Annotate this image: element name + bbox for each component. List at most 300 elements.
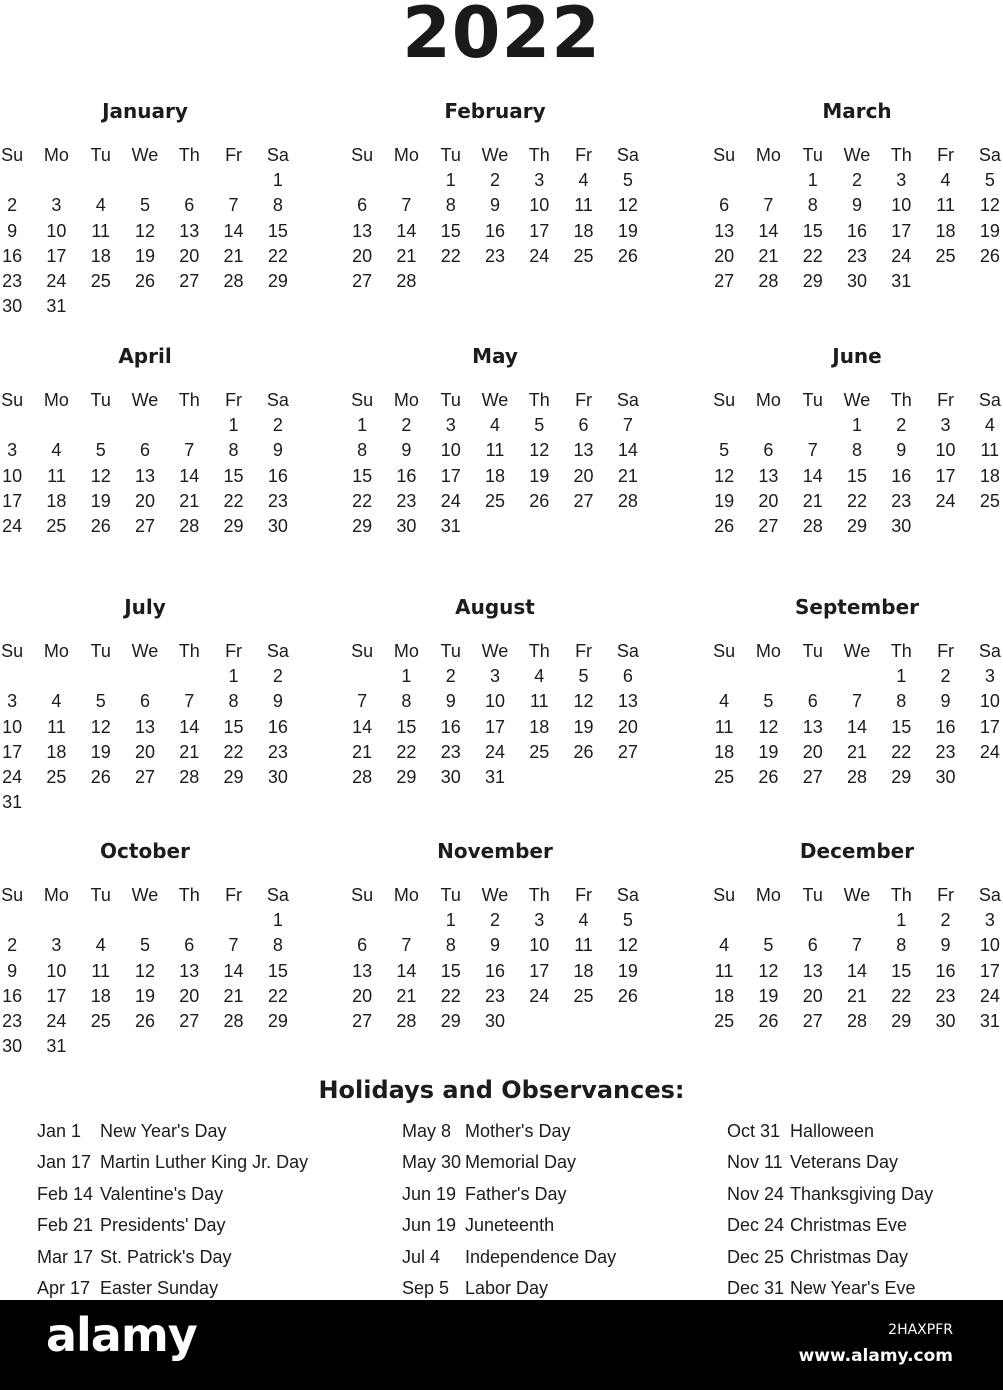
- day-cell: 1: [228, 415, 239, 436]
- weekday-label: Su: [713, 390, 736, 410]
- empty-cell: [79, 664, 123, 689]
- month-february: [340, 96, 650, 294]
- day-cell: 25: [90, 270, 111, 291]
- month-name: January: [102, 99, 188, 123]
- day-cell: 20: [714, 245, 735, 266]
- day-cell: 9: [489, 195, 500, 216]
- holiday-date: Jan 1: [37, 1121, 82, 1141]
- day-cell: 14: [352, 716, 373, 737]
- day-cell: 17: [979, 716, 1000, 737]
- day-cell: 5: [763, 935, 774, 956]
- day-cell: 20: [573, 465, 594, 486]
- empty-cell: [0, 664, 34, 689]
- day-cell: 17: [2, 490, 23, 511]
- day-cell: 29: [352, 515, 373, 536]
- day-cell: 12: [758, 716, 779, 737]
- day-cell: 6: [357, 195, 368, 216]
- day-cell: 10: [979, 935, 1000, 956]
- month-october: [0, 836, 300, 1059]
- day-cell: 8: [445, 935, 456, 956]
- day-cell: 6: [622, 666, 633, 687]
- day-cell: 1: [807, 170, 818, 191]
- holiday-name: Christmas Eve: [790, 1215, 908, 1236]
- weekday-label: Sa: [978, 641, 1001, 661]
- holiday-name: Veterans Day: [790, 1152, 899, 1173]
- day-cell: 13: [802, 960, 823, 981]
- day-cell: 8: [807, 195, 818, 216]
- day-cell: 11: [47, 465, 66, 486]
- month-grid: [0, 639, 300, 815]
- weekday-label: Fr: [225, 145, 243, 165]
- day-cell: 7: [763, 195, 774, 216]
- day-cell: 2: [445, 666, 456, 687]
- weekday-label: Th: [890, 641, 912, 661]
- day-cell: 2: [272, 666, 283, 687]
- month-grid: [702, 639, 1003, 790]
- weekday-label: Tu: [802, 885, 823, 905]
- day-cell: 10: [46, 960, 67, 981]
- day-cell: 5: [984, 170, 995, 191]
- day-cell: 17: [2, 741, 23, 762]
- day-cell: 17: [935, 465, 956, 486]
- day-cell: 3: [7, 691, 18, 712]
- weekday-label: Th: [528, 641, 550, 661]
- day-cell: 5: [719, 440, 730, 461]
- day-cell: 27: [179, 270, 200, 291]
- weekday-label: Su: [1, 885, 24, 905]
- day-cell: 21: [223, 245, 244, 266]
- month-grid: [702, 883, 1003, 1034]
- day-cell: 16: [440, 716, 461, 737]
- holidays-title: Holidays and Observances:: [318, 1076, 685, 1104]
- day-cell: 24: [979, 741, 1000, 762]
- day-cell: 31: [46, 1036, 67, 1057]
- day-cell: 3: [984, 666, 995, 687]
- day-cell: 2: [896, 415, 907, 436]
- day-cell: 28: [179, 515, 200, 536]
- holiday-date: May 8: [402, 1121, 452, 1141]
- weekday-label: Su: [351, 885, 374, 905]
- day-cell: 30: [396, 515, 417, 536]
- holiday-date: Feb 14: [37, 1183, 94, 1204]
- day-cell: 23: [2, 270, 23, 291]
- day-cell: 10: [935, 440, 956, 461]
- day-cell: 30: [267, 766, 288, 787]
- day-cell: 15: [440, 960, 461, 981]
- day-cell: 22: [891, 985, 912, 1006]
- weekday-label: Mo: [755, 885, 781, 905]
- day-cell: 22: [802, 245, 823, 266]
- day-cell: 28: [846, 1010, 867, 1031]
- weekday-label: Th: [528, 390, 550, 410]
- holiday-date: Feb 21: [37, 1215, 94, 1236]
- empty-cell: [746, 664, 790, 689]
- day-cell: 3: [51, 195, 62, 216]
- day-cell: 17: [891, 220, 912, 241]
- day-cell: 18: [46, 490, 67, 511]
- day-cell: 19: [979, 220, 1000, 241]
- day-cell: 22: [440, 985, 461, 1006]
- day-cell: 8: [896, 935, 907, 956]
- month-july: [0, 592, 300, 815]
- day-cell: 26: [529, 490, 550, 511]
- day-cell: 19: [90, 741, 111, 762]
- weekday-label: Fr: [937, 390, 955, 410]
- day-cell: 1: [401, 666, 412, 687]
- holiday-name: Presidents' Day: [100, 1215, 226, 1236]
- empty-cell: [835, 908, 879, 933]
- day-cell: 23: [891, 490, 912, 511]
- day-cell: 25: [573, 245, 594, 266]
- holiday-date: Oct 31: [727, 1121, 781, 1141]
- empty-cell: [211, 908, 255, 933]
- weekday-label: Sa: [978, 145, 1001, 165]
- day-cell: 25: [46, 515, 67, 536]
- day-cell: 24: [529, 245, 550, 266]
- day-cell: 6: [139, 691, 150, 712]
- weekday-label: Mo: [393, 390, 419, 410]
- day-cell: 4: [95, 195, 106, 216]
- holiday-row: [402, 1118, 616, 1149]
- day-cell: 24: [440, 490, 461, 511]
- day-cell: 4: [51, 691, 62, 712]
- day-cell: 9: [272, 440, 283, 461]
- day-cell: 19: [134, 985, 155, 1006]
- weekday-label: Tu: [440, 885, 461, 905]
- day-cell: 19: [617, 220, 638, 241]
- day-cell: 12: [758, 960, 779, 981]
- day-cell: 20: [758, 490, 779, 511]
- weekday-label: Fr: [937, 885, 955, 905]
- empty-cell: [167, 908, 211, 933]
- holiday-row: [37, 1118, 308, 1149]
- empty-cell: [835, 664, 879, 689]
- day-cell: 6: [578, 415, 589, 436]
- day-cell: 24: [529, 985, 550, 1006]
- day-cell: 18: [979, 465, 1000, 486]
- weekday-label: Mo: [393, 145, 419, 165]
- weekday-label: Th: [528, 885, 550, 905]
- holiday-name: New Year's Eve: [790, 1277, 916, 1298]
- weekday-label: Su: [713, 641, 736, 661]
- day-cell: 18: [714, 741, 735, 762]
- day-cell: 30: [846, 270, 867, 291]
- day-cell: 28: [758, 270, 779, 291]
- day-cell: 12: [90, 465, 111, 486]
- day-cell: 21: [396, 245, 417, 266]
- day-cell: 24: [891, 245, 912, 266]
- empty-cell: [167, 664, 211, 689]
- day-cell: 21: [179, 741, 200, 762]
- empty-cell: [123, 168, 167, 193]
- holiday-row: [37, 1244, 308, 1275]
- day-cell: 26: [758, 766, 779, 787]
- day-cell: 19: [617, 960, 638, 981]
- holiday-row: [727, 1181, 933, 1212]
- day-cell: 8: [272, 935, 283, 956]
- day-cell: 7: [622, 415, 633, 436]
- empty-cell: [34, 908, 78, 933]
- weekday-label: Fr: [225, 641, 243, 661]
- day-cell: 12: [617, 195, 638, 216]
- day-cell: 6: [184, 935, 195, 956]
- weekday-label: We: [481, 145, 509, 165]
- day-cell: 6: [184, 195, 195, 216]
- day-cell: 1: [357, 415, 368, 436]
- day-cell: 26: [90, 515, 111, 536]
- day-cell: 6: [807, 935, 818, 956]
- day-cell: 25: [529, 741, 550, 762]
- day-cell: 27: [802, 766, 823, 787]
- day-cell: 16: [846, 220, 867, 241]
- day-cell: 31: [2, 792, 23, 813]
- day-cell: 18: [573, 960, 594, 981]
- holiday-name: Labor Day: [465, 1277, 549, 1298]
- day-cell: 25: [979, 490, 1000, 511]
- day-cell: 12: [979, 195, 1000, 216]
- day-cell: 28: [846, 766, 867, 787]
- day-cell: 1: [851, 415, 862, 436]
- day-cell: 10: [2, 716, 23, 737]
- year-title: 2022: [402, 0, 601, 74]
- holiday-column: [37, 1118, 308, 1306]
- weekday-label: Th: [890, 390, 912, 410]
- day-cell: 12: [134, 220, 155, 241]
- weekday-label: Mo: [755, 145, 781, 165]
- empty-cell: [0, 908, 34, 933]
- day-cell: 8: [228, 440, 239, 461]
- day-cell: 11: [485, 440, 505, 461]
- weekday-label: Fr: [575, 390, 593, 410]
- day-cell: 26: [134, 1010, 155, 1031]
- day-cell: 11: [980, 440, 1000, 461]
- day-cell: 17: [46, 985, 67, 1006]
- day-cell: 16: [396, 465, 417, 486]
- day-cell: 25: [573, 985, 594, 1006]
- weekday-label: Sa: [978, 390, 1001, 410]
- empty-cell: [340, 664, 384, 689]
- weekday-label: We: [481, 641, 509, 661]
- empty-cell: [123, 908, 167, 933]
- day-cell: 21: [352, 741, 373, 762]
- day-cell: 30: [440, 766, 461, 787]
- day-cell: 15: [440, 220, 461, 241]
- holiday-row: [402, 1212, 616, 1243]
- day-cell: 19: [758, 741, 779, 762]
- day-cell: 10: [46, 220, 67, 241]
- day-cell: 8: [896, 691, 907, 712]
- day-cell: 2: [489, 910, 500, 931]
- day-cell: 17: [484, 716, 505, 737]
- empty-cell: [791, 664, 835, 689]
- weekday-label: Mo: [393, 641, 419, 661]
- empty-cell: [746, 908, 790, 933]
- holiday-name: New Year's Day: [100, 1121, 227, 1141]
- day-cell: 1: [445, 910, 456, 931]
- day-cell: 4: [984, 415, 995, 436]
- day-cell: 23: [267, 490, 288, 511]
- day-cell: 8: [445, 195, 456, 216]
- weekday-label: Su: [351, 641, 374, 661]
- day-cell: 25: [714, 1010, 735, 1031]
- day-cell: 2: [851, 170, 862, 191]
- weekday-label: Tu: [90, 641, 111, 661]
- weekday-label: Fr: [575, 885, 593, 905]
- empty-cell: [0, 168, 34, 193]
- day-cell: 4: [719, 935, 730, 956]
- weekday-label: Su: [351, 390, 374, 410]
- alamy-logo: alamy: [46, 1308, 197, 1362]
- day-cell: 19: [529, 465, 550, 486]
- day-cell: 10: [484, 691, 505, 712]
- empty-cell: [791, 413, 835, 438]
- month-grid: [340, 143, 650, 294]
- day-cell: 11: [529, 691, 549, 712]
- day-cell: 14: [758, 220, 779, 241]
- holiday-row: [727, 1118, 933, 1149]
- month-name: September: [795, 595, 919, 619]
- empty-cell: [79, 908, 123, 933]
- month-name: May: [472, 344, 518, 368]
- day-cell: 14: [179, 465, 200, 486]
- month-name: October: [100, 839, 190, 863]
- empty-cell: [167, 413, 211, 438]
- day-cell: 14: [846, 716, 867, 737]
- holiday-name: Memorial Day: [465, 1152, 577, 1173]
- day-cell: 9: [896, 440, 907, 461]
- day-cell: 30: [267, 515, 288, 536]
- holiday-row: [402, 1181, 616, 1212]
- weekday-label: Th: [890, 885, 912, 905]
- day-cell: 3: [534, 170, 545, 191]
- day-cell: 10: [529, 195, 550, 216]
- day-cell: 18: [90, 245, 111, 266]
- day-cell: 6: [719, 195, 730, 216]
- weekday-label: Su: [1, 390, 24, 410]
- weekday-label: Fr: [575, 641, 593, 661]
- weekday-label: Sa: [616, 885, 639, 905]
- day-cell: 7: [184, 440, 195, 461]
- day-cell: 11: [91, 220, 111, 241]
- holiday-name: St. Patrick's Day: [100, 1246, 232, 1267]
- day-cell: 29: [802, 270, 823, 291]
- day-cell: 27: [134, 766, 155, 787]
- month-name: August: [455, 595, 535, 619]
- day-cell: 13: [134, 465, 155, 486]
- day-cell: 7: [807, 440, 818, 461]
- weekday-label: Fr: [225, 390, 243, 410]
- holiday-date: Mar 17: [37, 1246, 94, 1267]
- holiday-row: [727, 1149, 933, 1180]
- day-cell: 5: [578, 666, 589, 687]
- day-cell: 3: [984, 910, 995, 931]
- day-cell: 19: [134, 245, 155, 266]
- month-name: April: [118, 344, 172, 368]
- holiday-row: [402, 1149, 616, 1180]
- day-cell: 4: [578, 170, 589, 191]
- empty-cell: [384, 908, 428, 933]
- weekday-label: We: [843, 641, 871, 661]
- day-cell: 22: [267, 985, 288, 1006]
- day-cell: 7: [184, 691, 195, 712]
- day-cell: 8: [357, 440, 368, 461]
- holiday-name: Thanksgiving Day: [790, 1183, 934, 1204]
- weekday-label: Su: [1, 641, 24, 661]
- day-cell: 17: [529, 220, 550, 241]
- empty-cell: [79, 413, 123, 438]
- day-cell: 16: [267, 465, 288, 486]
- day-cell: 15: [846, 465, 867, 486]
- day-cell: 18: [90, 985, 111, 1006]
- holiday-date: Nov 11: [727, 1152, 783, 1173]
- day-cell: 16: [484, 220, 505, 241]
- holiday-date: Dec 31: [727, 1277, 785, 1298]
- weekday-label: Sa: [266, 641, 289, 661]
- day-cell: 12: [90, 716, 111, 737]
- day-cell: 24: [2, 515, 23, 536]
- day-cell: 27: [179, 1010, 200, 1031]
- month-november: [340, 836, 650, 1034]
- day-cell: 3: [445, 415, 456, 436]
- day-cell: 16: [935, 960, 956, 981]
- holiday-date: Jan 17: [37, 1152, 92, 1173]
- day-cell: 5: [139, 935, 150, 956]
- empty-cell: [0, 413, 34, 438]
- image-id: 2HAXPFR: [888, 1322, 953, 1338]
- weekday-label: Sa: [616, 145, 639, 165]
- day-cell: 4: [719, 691, 730, 712]
- day-cell: 7: [851, 935, 862, 956]
- day-cell: 12: [134, 960, 155, 981]
- empty-cell: [702, 168, 746, 193]
- day-cell: 22: [440, 245, 461, 266]
- day-cell: 20: [617, 716, 638, 737]
- day-cell: 13: [179, 220, 200, 241]
- weekday-label: We: [131, 390, 159, 410]
- weekday-label: Tu: [802, 641, 823, 661]
- day-cell: 29: [223, 515, 244, 536]
- holiday-row: [37, 1212, 308, 1243]
- weekday-label: Sa: [266, 885, 289, 905]
- day-cell: 25: [90, 1010, 111, 1031]
- weekday-label: Tu: [90, 145, 111, 165]
- weekday-label: We: [131, 885, 159, 905]
- day-cell: 25: [484, 490, 505, 511]
- day-cell: 11: [91, 960, 111, 981]
- day-cell: 16: [484, 960, 505, 981]
- day-cell: 22: [396, 741, 417, 762]
- month-name: June: [832, 344, 882, 368]
- day-cell: 21: [617, 465, 638, 486]
- day-cell: 14: [179, 716, 200, 737]
- day-cell: 16: [267, 716, 288, 737]
- empty-cell: [384, 168, 428, 193]
- day-cell: 24: [46, 270, 67, 291]
- day-cell: 27: [802, 1010, 823, 1031]
- day-cell: 29: [396, 766, 417, 787]
- weekday-label: We: [481, 885, 509, 905]
- empty-cell: [791, 908, 835, 933]
- month-january: [0, 96, 300, 319]
- day-cell: 8: [851, 440, 862, 461]
- day-cell: 17: [46, 245, 67, 266]
- empty-cell: [167, 168, 211, 193]
- day-cell: 23: [267, 741, 288, 762]
- holiday-date: Jun 19: [402, 1215, 457, 1236]
- day-cell: 9: [851, 195, 862, 216]
- day-cell: 14: [223, 960, 244, 981]
- day-cell: 28: [617, 490, 638, 511]
